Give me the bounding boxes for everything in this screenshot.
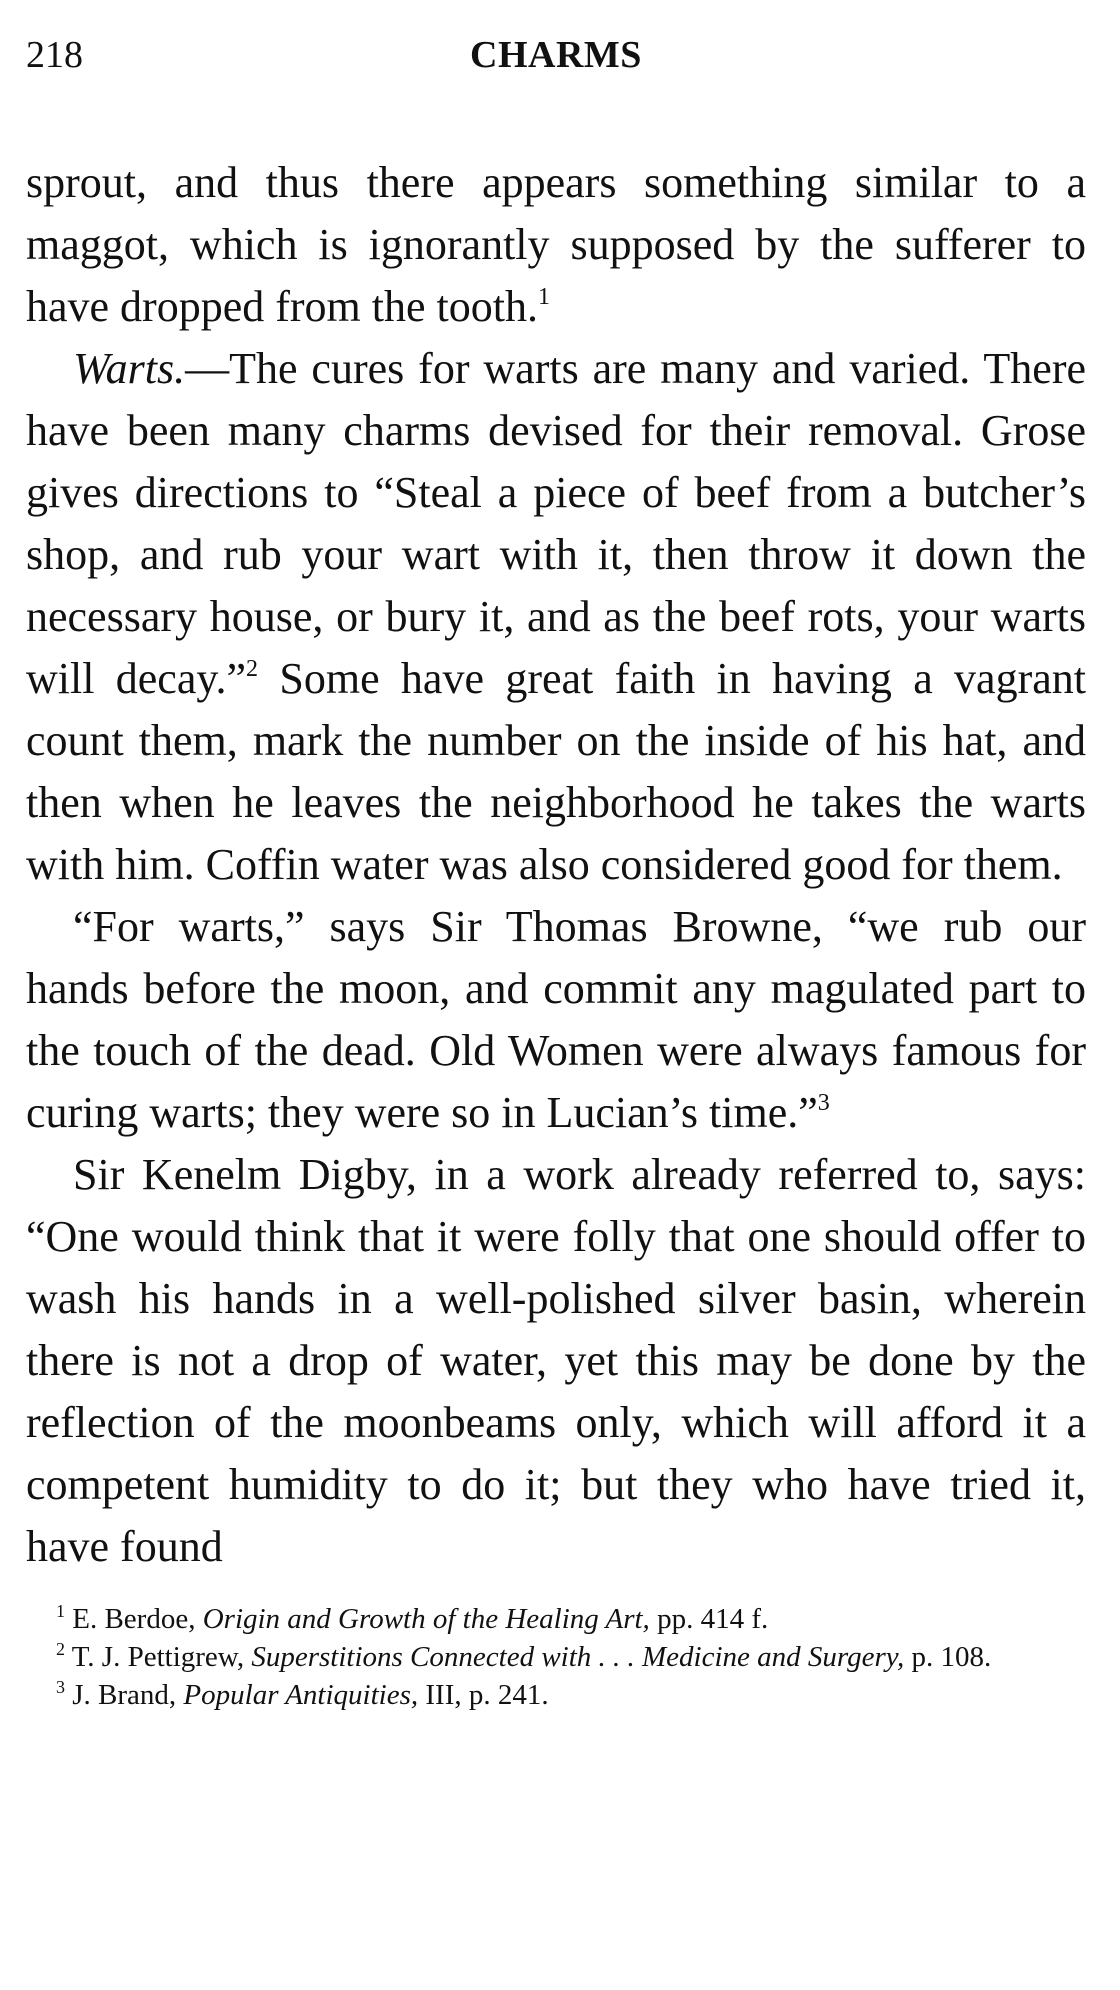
footnote-pages: III, p. 241. — [418, 1679, 549, 1711]
footnote-author: J. Brand, — [72, 1679, 184, 1711]
footnotes — [26, 1600, 1086, 1714]
paragraph-text: Some have great faith in having a vagrant count them, mark the number on the inside of his hat, and then when he leaves the neighborhood he takes the warts with him. Coffin water was also considered good for them. — [26, 654, 1086, 889]
footnote — [26, 1600, 1086, 1638]
paragraph-text: “For warts,” says Sir Thomas Browne, “we rub our hands before the moon, and commit any magulated part to the touch of the dead. Old Women were always famous for curing warts; they were so in Lucian’s time.” — [26, 902, 1086, 1137]
paragraph-thomas-browne — [26, 896, 1086, 1144]
body-text — [26, 152, 1086, 1578]
footnote-reference: 3 — [817, 1090, 830, 1116]
section-lead-word: Warts. — [73, 344, 186, 393]
footnote-pages: p. 108. — [904, 1641, 992, 1673]
footnote-reference: 2 — [246, 656, 259, 682]
paragraph-text: —The cures for warts are many and varied. There have been many charms devised for their removal. Grose gives directions to “Steal a piece of beef from a butcher’s shop, and rub your wart with it, then throw it down the necessary house, or bury it, and as the beef rots, your warts will decay.” — [26, 344, 1086, 703]
paragraph-tooth-maggot — [26, 152, 1086, 338]
footnote-marker: 3 — [56, 1677, 65, 1697]
footnote-author: E. Berdoe, — [72, 1603, 203, 1635]
footnote-title: Superstitions Connected with . . . Medicine and Surgery, — [251, 1641, 905, 1673]
paragraph-kenelm-digby — [26, 1144, 1086, 1578]
footnote-reference: 1 — [537, 284, 550, 310]
footnote-pages: pp. 414 f. — [649, 1603, 769, 1635]
footnote-marker: 2 — [56, 1639, 65, 1659]
footnote — [26, 1676, 1086, 1714]
page-number: 218 — [26, 34, 83, 76]
paragraph-text: sprout, and thus there appears something similar to a maggot, which is ignorantly supposed by the sufferer to have dropped from the tooth. — [26, 158, 1086, 331]
page-title: CHARMS — [470, 34, 642, 76]
book-page — [26, 30, 1086, 1714]
running-head — [26, 30, 1086, 80]
footnote-author: T. J. Pettigrew, — [71, 1641, 252, 1673]
footnote-marker: 1 — [56, 1601, 65, 1621]
paragraph-text: Sir Kenelm Digby, in a work already referred to, says: “One would think that it were folly that one should offer to wash his hands in a well-polished silver basin, wherein there is not a drop of water, yet this may be done by the reflection of the moonbeams only, which will afford it a competent humidity to do it; but they who have tried it, have found — [26, 1150, 1086, 1571]
footnote-title: Popular Antiquities, — [183, 1679, 419, 1711]
paragraph-warts — [26, 338, 1086, 896]
footnote-title: Origin and Growth of the Healing Art, — [202, 1603, 650, 1635]
footnote — [26, 1638, 1086, 1676]
